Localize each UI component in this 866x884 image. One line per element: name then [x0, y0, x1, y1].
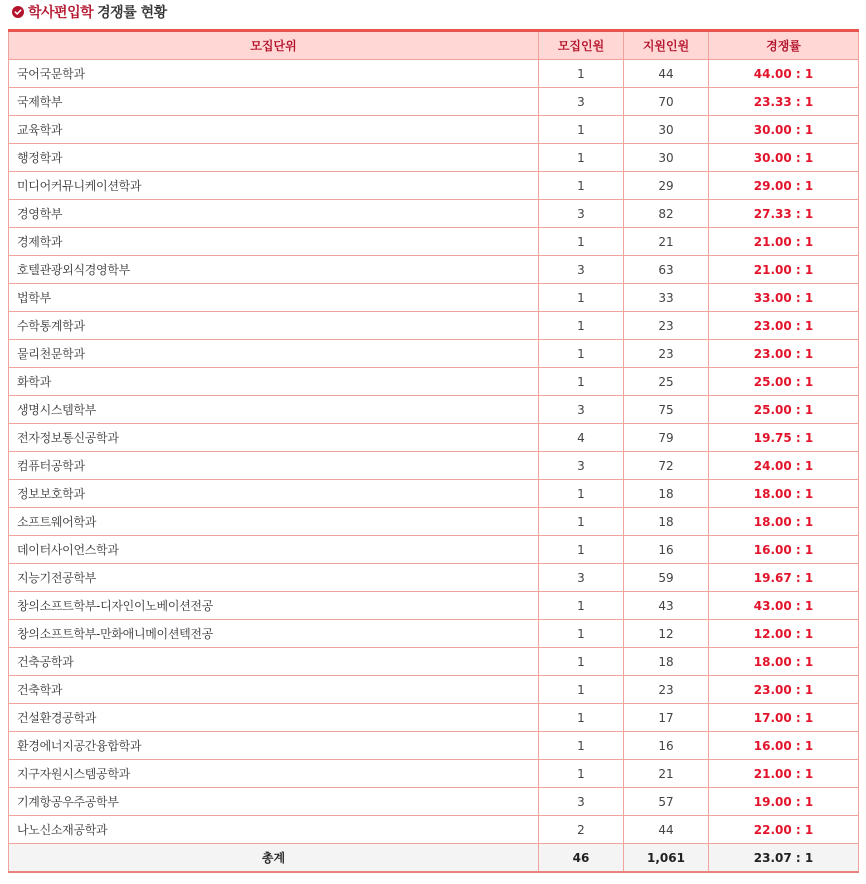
quota-cell: 1: [539, 340, 624, 368]
table-row: [9, 312, 859, 340]
applicants-cell: 30: [624, 116, 709, 144]
table-row: [9, 60, 859, 88]
rate-cell: 18.00 : 1: [709, 480, 859, 508]
quota-cell: 1: [539, 732, 624, 760]
unit-name: 전자정보통신공학과: [9, 424, 539, 452]
table-row: [9, 228, 859, 256]
applicants-cell: 33: [624, 284, 709, 312]
title-rest: 경쟁률 현황: [97, 5, 167, 21]
unit-name: 미디어커뮤니케이션학과: [9, 172, 539, 200]
quota-cell: 1: [539, 620, 624, 648]
quota-cell: 3: [539, 396, 624, 424]
unit-name: 경영학부: [9, 200, 539, 228]
unit-name: 건축학과: [9, 676, 539, 704]
rate-cell: 30.00 : 1: [709, 144, 859, 172]
applicants-cell: 23: [624, 312, 709, 340]
quota-cell: 1: [539, 592, 624, 620]
rate-cell: 27.33 : 1: [709, 200, 859, 228]
rate-cell: 43.00 : 1: [709, 592, 859, 620]
rate-cell: 23.00 : 1: [709, 676, 859, 704]
applicants-cell: 12: [624, 620, 709, 648]
unit-name: 행정학과: [9, 144, 539, 172]
unit-name: 나노신소재공학과: [9, 816, 539, 844]
unit-name: 기계항공우주공학부: [9, 788, 539, 816]
table-row: [9, 508, 859, 536]
rate-cell: 24.00 : 1: [709, 452, 859, 480]
rate-cell: 33.00 : 1: [709, 284, 859, 312]
quota-cell: 3: [539, 200, 624, 228]
header-unit: 모집단위: [9, 31, 539, 60]
rate-cell: 19.00 : 1: [709, 788, 859, 816]
total-rate: 23.07 : 1: [709, 844, 859, 873]
rate-cell: 44.00 : 1: [709, 60, 859, 88]
unit-name: 호텔관광외식경영학부: [9, 256, 539, 284]
unit-name: 국제학부: [9, 88, 539, 116]
quota-cell: 1: [539, 172, 624, 200]
unit-name: 건설환경공학과: [9, 704, 539, 732]
total-row: [9, 844, 859, 873]
table-row: [9, 88, 859, 116]
applicants-cell: 29: [624, 172, 709, 200]
applicants-cell: 18: [624, 508, 709, 536]
applicants-cell: 44: [624, 60, 709, 88]
rate-cell: 25.00 : 1: [709, 396, 859, 424]
table-row: [9, 760, 859, 788]
quota-cell: 1: [539, 144, 624, 172]
quota-cell: 4: [539, 424, 624, 452]
table-row: [9, 620, 859, 648]
quota-cell: 1: [539, 480, 624, 508]
applicants-cell: 57: [624, 788, 709, 816]
table-row: [9, 172, 859, 200]
table-row: [9, 788, 859, 816]
table-row: [9, 816, 859, 844]
page-title: [12, 2, 167, 22]
header-quota: 모집인원: [539, 31, 624, 60]
applicants-cell: 23: [624, 676, 709, 704]
table-row: [9, 116, 859, 144]
header-applicants: 지원인원: [624, 31, 709, 60]
rate-cell: 19.75 : 1: [709, 424, 859, 452]
quota-cell: 1: [539, 116, 624, 144]
quota-cell: 1: [539, 676, 624, 704]
unit-name: 환경에너지공간융합학과: [9, 732, 539, 760]
unit-name: 건축공학과: [9, 648, 539, 676]
title-accent: 학사편입학: [28, 5, 94, 21]
quota-cell: 2: [539, 816, 624, 844]
applicants-cell: 18: [624, 648, 709, 676]
quota-cell: 1: [539, 760, 624, 788]
unit-name: 생명시스템학부: [9, 396, 539, 424]
applicants-cell: 63: [624, 256, 709, 284]
applicants-cell: 79: [624, 424, 709, 452]
quota-cell: 1: [539, 60, 624, 88]
table-row: [9, 676, 859, 704]
table-row: [9, 144, 859, 172]
total-label: 총계: [9, 844, 539, 873]
unit-name: 경제학과: [9, 228, 539, 256]
quota-cell: 3: [539, 452, 624, 480]
unit-name: 지능기전공학부: [9, 564, 539, 592]
quota-cell: 1: [539, 536, 624, 564]
table-row: [9, 340, 859, 368]
applicants-cell: 82: [624, 200, 709, 228]
unit-name: 수학통계학과: [9, 312, 539, 340]
quota-cell: 3: [539, 564, 624, 592]
quota-cell: 3: [539, 788, 624, 816]
table-header-row: [9, 31, 859, 60]
unit-name: 교육학과: [9, 116, 539, 144]
rate-cell: 16.00 : 1: [709, 732, 859, 760]
applicants-cell: 23: [624, 340, 709, 368]
unit-name: 국어국문학과: [9, 60, 539, 88]
applicants-cell: 21: [624, 228, 709, 256]
total-quota: 46: [539, 844, 624, 873]
rate-cell: 22.00 : 1: [709, 816, 859, 844]
rate-cell: 21.00 : 1: [709, 256, 859, 284]
unit-name: 지구자원시스템공학과: [9, 760, 539, 788]
applicants-cell: 18: [624, 480, 709, 508]
unit-name: 법학부: [9, 284, 539, 312]
quota-cell: 1: [539, 648, 624, 676]
quota-cell: 1: [539, 228, 624, 256]
table-row: [9, 284, 859, 312]
rate-cell: 30.00 : 1: [709, 116, 859, 144]
competition-rate-table: [8, 29, 859, 873]
table-row: [9, 648, 859, 676]
quota-cell: 1: [539, 312, 624, 340]
total-applicants: 1,061: [624, 844, 709, 873]
applicants-cell: 16: [624, 732, 709, 760]
check-circle-icon: [12, 6, 24, 18]
table-row: [9, 396, 859, 424]
table-row: [9, 480, 859, 508]
unit-name: 화학과: [9, 368, 539, 396]
table-row: [9, 368, 859, 396]
table-row: [9, 704, 859, 732]
table-row: [9, 256, 859, 284]
rate-cell: 21.00 : 1: [709, 760, 859, 788]
applicants-cell: 59: [624, 564, 709, 592]
rate-cell: 12.00 : 1: [709, 620, 859, 648]
rate-cell: 23.33 : 1: [709, 88, 859, 116]
applicants-cell: 43: [624, 592, 709, 620]
unit-name: 물리천문학과: [9, 340, 539, 368]
unit-name: 정보보호학과: [9, 480, 539, 508]
rate-cell: 21.00 : 1: [709, 228, 859, 256]
unit-name: 소프트웨어학과: [9, 508, 539, 536]
applicants-cell: 75: [624, 396, 709, 424]
rate-cell: 18.00 : 1: [709, 648, 859, 676]
applicants-cell: 70: [624, 88, 709, 116]
quota-cell: 1: [539, 284, 624, 312]
unit-name: 창의소프트학부-디자인이노베이션전공: [9, 592, 539, 620]
table-row: [9, 452, 859, 480]
table-row: [9, 424, 859, 452]
quota-cell: 3: [539, 88, 624, 116]
rate-cell: 25.00 : 1: [709, 368, 859, 396]
applicants-cell: 30: [624, 144, 709, 172]
rate-cell: 18.00 : 1: [709, 508, 859, 536]
rate-cell: 19.67 : 1: [709, 564, 859, 592]
applicants-cell: 16: [624, 536, 709, 564]
applicants-cell: 21: [624, 760, 709, 788]
unit-name: 데이터사이언스학과: [9, 536, 539, 564]
header-rate: 경쟁률: [709, 31, 859, 60]
table-row: [9, 564, 859, 592]
rate-cell: 23.00 : 1: [709, 340, 859, 368]
unit-name: 컴퓨터공학과: [9, 452, 539, 480]
rate-cell: 17.00 : 1: [709, 704, 859, 732]
quota-cell: 1: [539, 368, 624, 396]
applicants-cell: 44: [624, 816, 709, 844]
quota-cell: 1: [539, 704, 624, 732]
table-row: [9, 200, 859, 228]
rate-cell: 23.00 : 1: [709, 312, 859, 340]
rate-cell: 29.00 : 1: [709, 172, 859, 200]
applicants-cell: 17: [624, 704, 709, 732]
table-row: [9, 732, 859, 760]
applicants-cell: 72: [624, 452, 709, 480]
quota-cell: 3: [539, 256, 624, 284]
table-row: [9, 536, 859, 564]
table-row: [9, 592, 859, 620]
rate-cell: 16.00 : 1: [709, 536, 859, 564]
quota-cell: 1: [539, 508, 624, 536]
unit-name: 창의소프트학부-만화애니메이션텍전공: [9, 620, 539, 648]
applicants-cell: 25: [624, 368, 709, 396]
